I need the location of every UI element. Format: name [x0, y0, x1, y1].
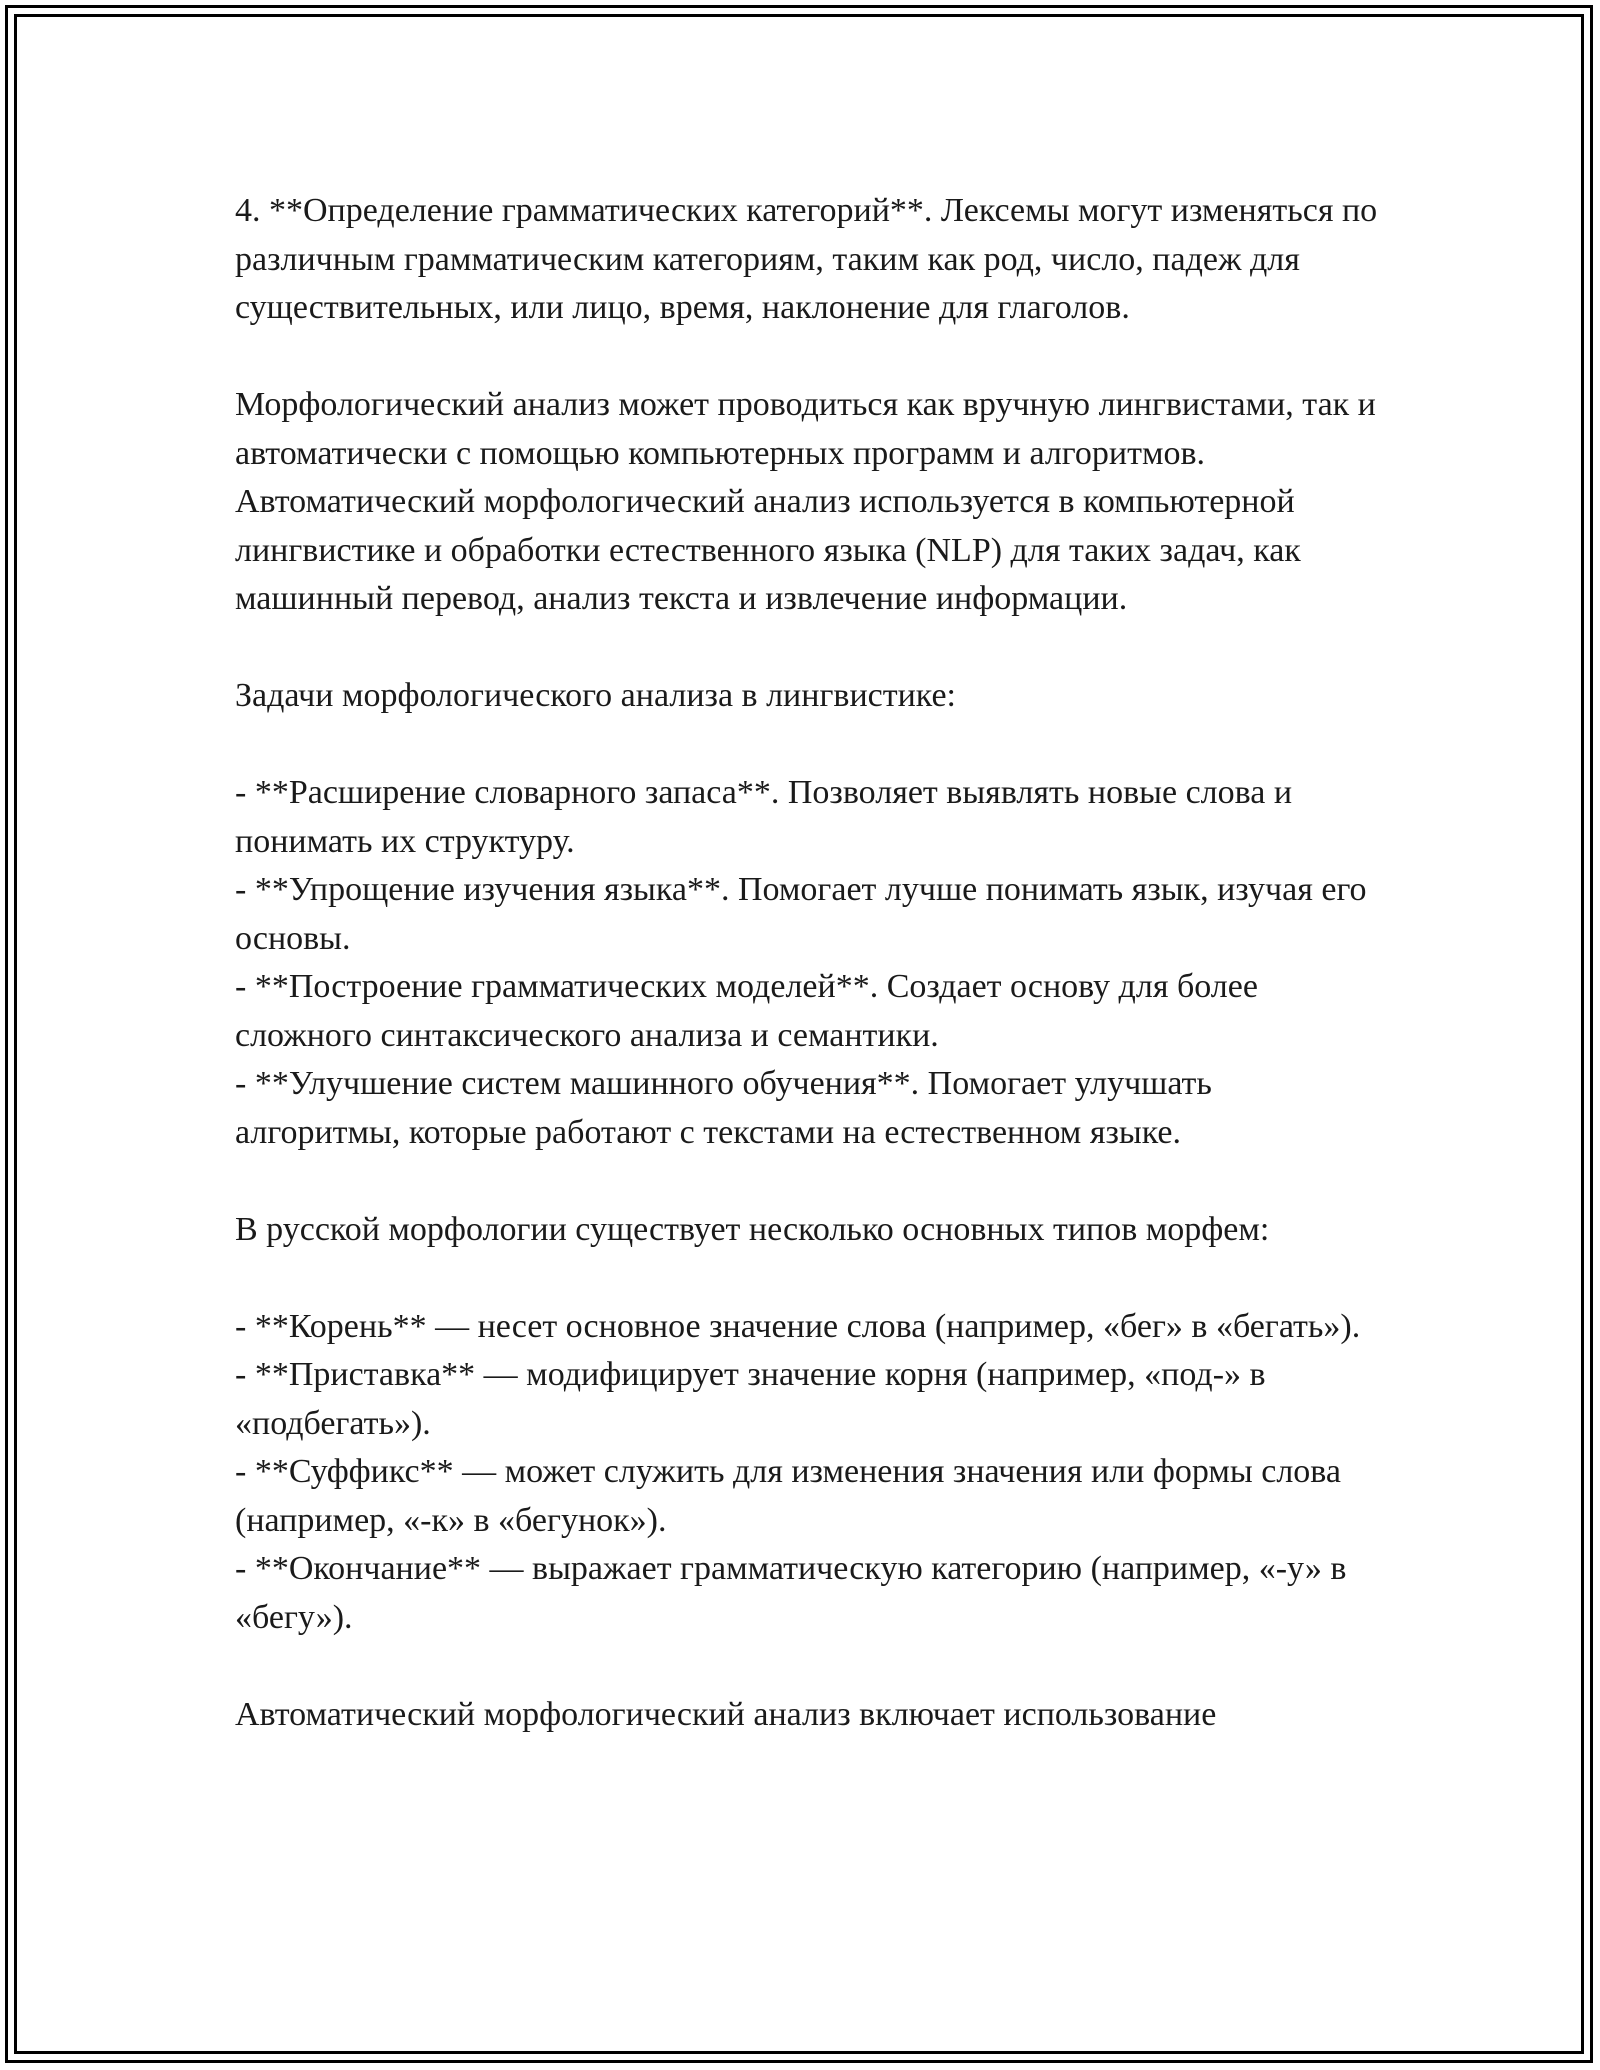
list-item: - **Расширение словарного запаса**. Позволяет выявлять новые слова и понимать их структуру. [235, 774, 1293, 860]
tasks-list [235, 769, 1385, 1157]
paragraph-gap [235, 1642, 1385, 1691]
list-item: - **Суффикс** — может служить для изменения значения или формы слова (например, «-к» в «бегунок»). [235, 1453, 1341, 1539]
document-body [235, 187, 1385, 1739]
paragraph-gap [235, 333, 1385, 382]
list-item: - **Корень** — несет основное значение слова (например, «бег» в «бегать»). [235, 1307, 1361, 1345]
paragraph-gap [235, 721, 1385, 770]
paragraph-morphemes-intro: В русской морфологии существует несколько основных типов морфем: [235, 1210, 1270, 1248]
paragraph-closing-fragment: Автоматический морфологический анализ включает использование [235, 1695, 1217, 1733]
paragraph-gap [235, 624, 1385, 673]
paragraph-tasks-heading: Задачи морфологического анализа в лингвистике: [235, 677, 956, 714]
paragraph-gap [235, 1254, 1385, 1303]
morphemes-list [235, 1303, 1385, 1643]
list-item: - **Приставка** — модифицирует значение корня (например, «под-» в «подбегать»). [235, 1356, 1266, 1442]
list-item: - **Построение грамматических моделей**. Создает основу для более сложного синтаксического анализа и семантики. [235, 968, 1258, 1054]
list-item: - **Улучшение систем машинного обучения**. Помогает улучшать алгоритмы, которые работают с текстами на естественном языке. [235, 1065, 1212, 1151]
paragraph-grammatical-categories: 4. **Определение грамматических категорий**. Лексемы могут изменяться по различным грамматическим категориям, таким как род, число, падеж для существительных, или лицо, время, наклонение для глаголов. [235, 192, 1378, 326]
paragraph-morphological-analysis: Морфологический анализ может проводиться как вручную лингвистами, так и автоматически с помощью компьютерных программ и алгоритмов. Автоматический морфологический анализ используется в компьютерной лингвистике и обработки естественного языка (NLP) для таких задач, как машинный перевод, анализ текста и извлечение информации. [235, 386, 1376, 617]
list-item: - **Окончание** — выражает грамматическую категорию (например, «-у» в «бегу»). [235, 1550, 1347, 1636]
paragraph-gap [235, 1157, 1385, 1206]
list-item: - **Упрощение изучения языка**. Помогает лучше понимать язык, изучая его основы. [235, 871, 1367, 957]
